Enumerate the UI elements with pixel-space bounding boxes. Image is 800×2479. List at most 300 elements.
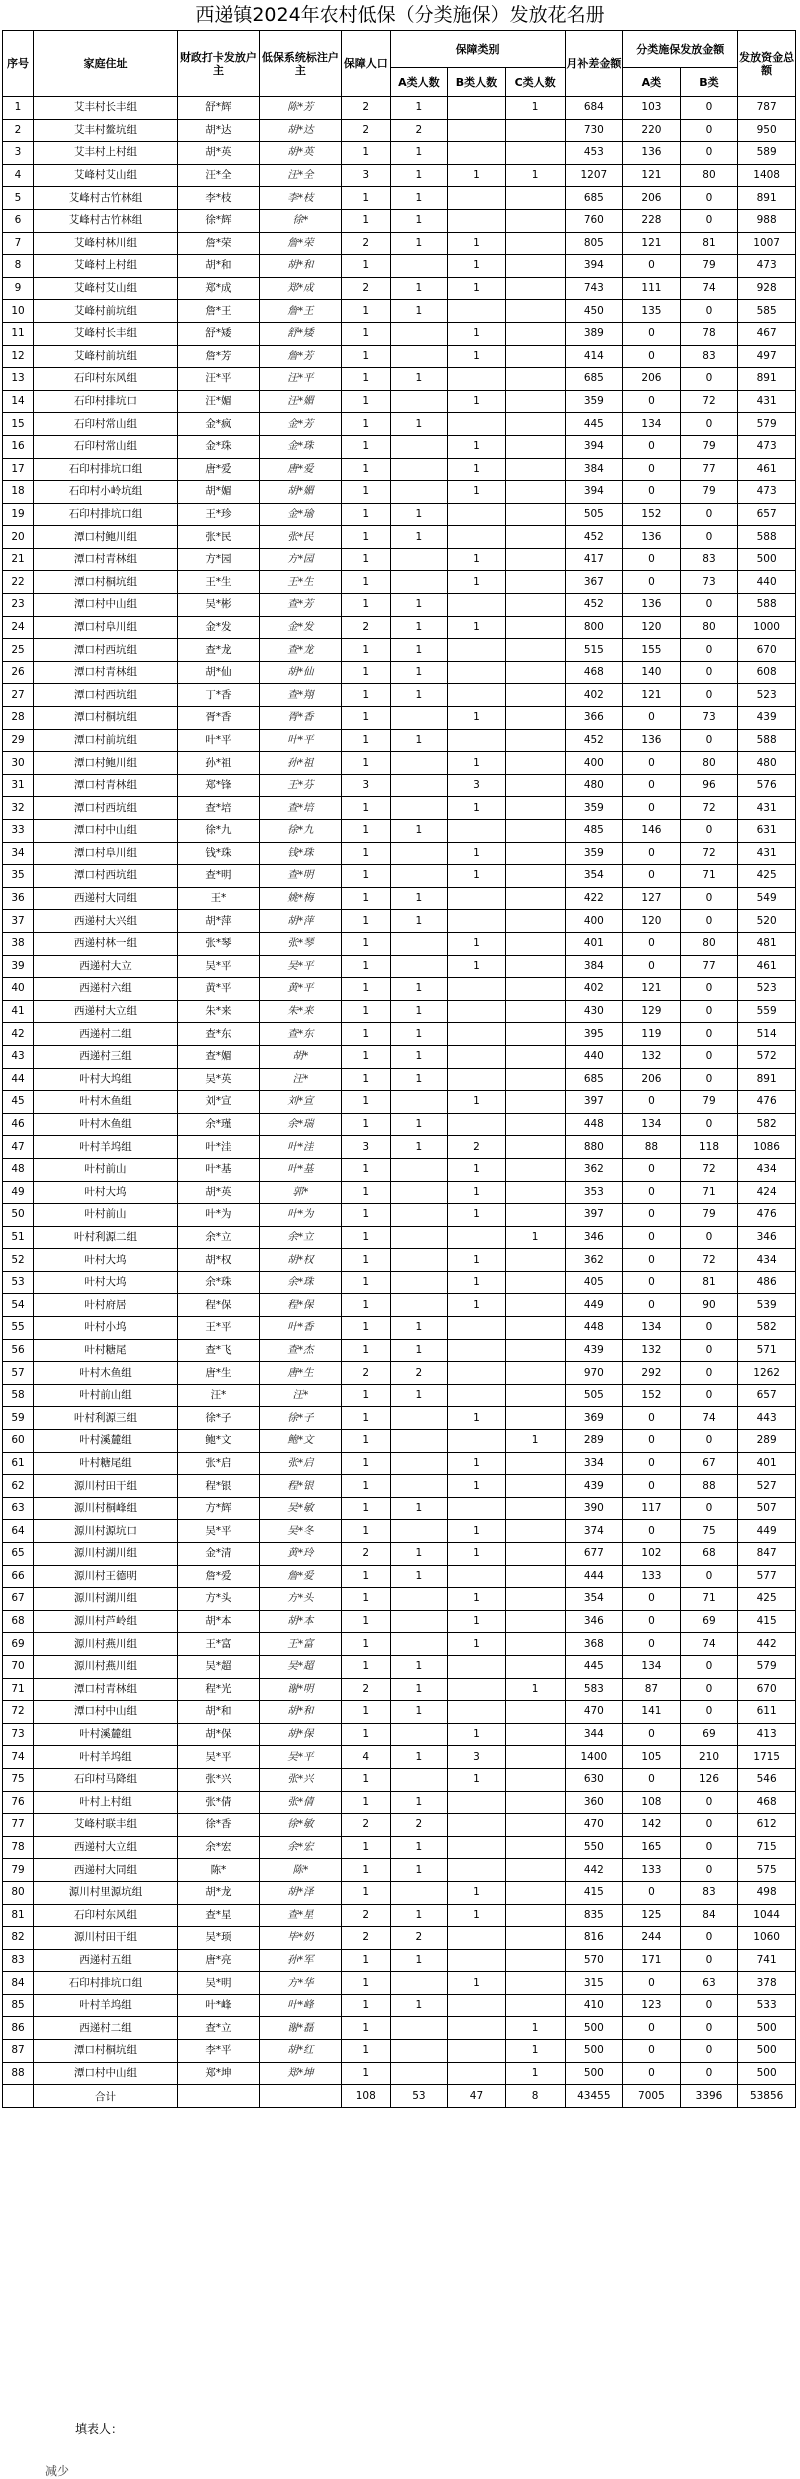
- cell-b-amount: 80: [680, 752, 738, 775]
- cell-b-count: 1: [448, 1972, 506, 1995]
- cell-a-count: 1: [390, 300, 448, 323]
- cell-b-count: [448, 1655, 506, 1678]
- cell-b-amount: 72: [680, 797, 738, 820]
- cell-monthly-diff: 835: [565, 1904, 623, 1927]
- cell-card-holder: 金*发: [177, 616, 259, 639]
- cell-seq: 73: [3, 1723, 34, 1746]
- cell-c-count: [505, 1588, 565, 1611]
- cell-total-amount: 514: [738, 1023, 796, 1046]
- table-row: [3, 1136, 796, 1159]
- table-row: [3, 1994, 796, 2017]
- cell-system-holder: 舒*矮: [259, 322, 341, 345]
- cell-a-amount: 125: [623, 1904, 681, 1927]
- cell-population: 1: [341, 548, 390, 571]
- cell-c-count: [505, 1113, 565, 1136]
- cell-a-count: 1: [390, 1565, 448, 1588]
- cell-b-count: 1: [448, 435, 506, 458]
- cell-a-amount: 142: [623, 1814, 681, 1837]
- cell-total-amount: 476: [738, 1091, 796, 1114]
- cell-monthly-diff: 395: [565, 1023, 623, 1046]
- cell-b-count: [448, 300, 506, 323]
- cell-b-count: 1: [448, 1271, 506, 1294]
- cell-b-count: 1: [448, 390, 506, 413]
- cell-population: 1: [341, 1565, 390, 1588]
- cell-monthly-diff: 430: [565, 1000, 623, 1023]
- cell-a-count: [390, 345, 448, 368]
- cell-card-holder: 程*银: [177, 1475, 259, 1498]
- cell-b-count: [448, 1565, 506, 1588]
- cell-a-count: 1: [390, 910, 448, 933]
- table-row: [3, 548, 796, 571]
- cell-a-count: [390, 1407, 448, 1430]
- table-body: [3, 97, 796, 2085]
- cell-system-holder: 胡*媚: [259, 481, 341, 504]
- cell-system-holder: 胥*香: [259, 707, 341, 730]
- cell-card-holder: 查*媚: [177, 1045, 259, 1068]
- allowance-table: [2, 30, 796, 2108]
- table-row: [3, 616, 796, 639]
- cell-total-amount: 520: [738, 910, 796, 933]
- cell-a-count: [390, 458, 448, 481]
- cell-b-amount: 88: [680, 1475, 738, 1498]
- cell-seq: 56: [3, 1339, 34, 1362]
- cell-seq: 9: [3, 277, 34, 300]
- cell-seq: 48: [3, 1158, 34, 1181]
- cell-a-amount: 133: [623, 1565, 681, 1588]
- col-header-system-holder: 低保系统标注户主: [259, 31, 341, 97]
- cell-b-amount: 0: [680, 978, 738, 1001]
- cell-population: 1: [341, 1701, 390, 1724]
- cell-address: 潭口村鲍川组: [34, 526, 178, 549]
- cell-monthly-diff: 402: [565, 684, 623, 707]
- cell-c-count: [505, 1610, 565, 1633]
- cell-a-count: 1: [390, 277, 448, 300]
- cell-b-amount: 0: [680, 820, 738, 843]
- cell-address: 潭口村西坑组: [34, 684, 178, 707]
- table-row: [3, 865, 796, 888]
- cell-card-holder: 余*珠: [177, 1271, 259, 1294]
- cell-seq: 84: [3, 1972, 34, 1995]
- cell-seq: 51: [3, 1226, 34, 1249]
- cell-address: 西递村六组: [34, 978, 178, 1001]
- cell-a-count: [390, 481, 448, 504]
- cell-total-amount: 443: [738, 1407, 796, 1430]
- table-row: [3, 661, 796, 684]
- table-row: [3, 2062, 796, 2085]
- cell-system-holder: 黄*平: [259, 978, 341, 1001]
- cell-total-amount: 1000: [738, 616, 796, 639]
- cell-b-amount: 0: [680, 910, 738, 933]
- cell-total-amount: 425: [738, 865, 796, 888]
- cell-b-count: [448, 2017, 506, 2040]
- cell-a-amount: 0: [623, 865, 681, 888]
- cell-system-holder: 徐*敏: [259, 1814, 341, 1837]
- cell-b-amount: 0: [680, 1791, 738, 1814]
- cell-card-holder: 胡*萍: [177, 910, 259, 933]
- cell-system-holder: 程*保: [259, 1294, 341, 1317]
- cell-c-count: [505, 142, 565, 165]
- cell-system-holder: 汪*平: [259, 368, 341, 391]
- cell-population: 1: [341, 729, 390, 752]
- cell-population: 1: [341, 503, 390, 526]
- cell-a-count: [390, 1723, 448, 1746]
- cell-seq: 19: [3, 503, 34, 526]
- cell-population: 1: [341, 1317, 390, 1340]
- cell-seq: 65: [3, 1543, 34, 1566]
- cell-seq: 36: [3, 887, 34, 910]
- table-row: [3, 752, 796, 775]
- cell-monthly-diff: 970: [565, 1362, 623, 1385]
- cell-population: 1: [341, 1384, 390, 1407]
- cell-card-holder: 叶*平: [177, 729, 259, 752]
- cell-b-count: [448, 684, 506, 707]
- cell-a-amount: 120: [623, 616, 681, 639]
- cell-address: 源川村燕川组: [34, 1655, 178, 1678]
- cell-a-amount: 0: [623, 571, 681, 594]
- cell-card-holder: 吴*平: [177, 955, 259, 978]
- cell-c-count: [505, 1068, 565, 1091]
- cell-b-amount: 80: [680, 932, 738, 955]
- table-row: [3, 232, 796, 255]
- cell-b-amount: 0: [680, 2017, 738, 2040]
- cell-system-holder: 郑*坤: [259, 2062, 341, 2085]
- cell-total-amount: 461: [738, 955, 796, 978]
- cell-population: 2: [341, 1678, 390, 1701]
- cell-monthly-diff: 400: [565, 910, 623, 933]
- cell-b-count: 1: [448, 1543, 506, 1566]
- cell-monthly-diff: 743: [565, 277, 623, 300]
- cell-a-amount: 141: [623, 1701, 681, 1724]
- cell-population: 1: [341, 684, 390, 707]
- cell-system-holder: 查*龙: [259, 639, 341, 662]
- cell-monthly-diff: 677: [565, 1543, 623, 1566]
- cell-card-holder: 郑*成: [177, 277, 259, 300]
- cell-b-count: 1: [448, 1904, 506, 1927]
- cell-total-amount: 440: [738, 571, 796, 594]
- cell-a-count: 1: [390, 368, 448, 391]
- cell-a-count: [390, 707, 448, 730]
- cell-system-holder: 唐*生: [259, 1362, 341, 1385]
- cell-address: 艾峰村艾山组: [34, 164, 178, 187]
- cell-population: 1: [341, 1972, 390, 1995]
- cell-c-count: [505, 1994, 565, 2017]
- table-row: [3, 300, 796, 323]
- cell-a-count: 1: [390, 1113, 448, 1136]
- cell-monthly-diff: 362: [565, 1249, 623, 1272]
- table-row: [3, 119, 796, 142]
- cell-total-amount: 289: [738, 1430, 796, 1453]
- cell-system-holder: 徐*: [259, 209, 341, 232]
- cell-b-amount: 74: [680, 277, 738, 300]
- cell-b-amount: 67: [680, 1452, 738, 1475]
- table-row: [3, 1384, 796, 1407]
- cell-a-count: 1: [390, 1045, 448, 1068]
- cell-monthly-diff: 354: [565, 1588, 623, 1611]
- cell-population: 1: [341, 1181, 390, 1204]
- cell-system-holder: 吴*平: [259, 955, 341, 978]
- cell-card-holder: 唐*亮: [177, 1949, 259, 1972]
- cell-b-count: [448, 526, 506, 549]
- cell-system-holder: 吴*冬: [259, 1520, 341, 1543]
- cell-card-holder: 胡*和: [177, 1701, 259, 1724]
- cell-seq: 20: [3, 526, 34, 549]
- total-b-count: 47: [448, 2085, 506, 2108]
- table-row: [3, 368, 796, 391]
- cell-total-amount: 1060: [738, 1927, 796, 1950]
- cell-seq: 34: [3, 842, 34, 865]
- cell-system-holder: 黄*玲: [259, 1543, 341, 1566]
- cell-total-amount: 588: [738, 729, 796, 752]
- cell-address: 叶村前山: [34, 1158, 178, 1181]
- cell-seq: 86: [3, 2017, 34, 2040]
- cell-system-holder: 王*生: [259, 571, 341, 594]
- cell-total-amount: 988: [738, 209, 796, 232]
- cell-total-amount: 431: [738, 842, 796, 865]
- cell-address: 潭口村前坑组: [34, 729, 178, 752]
- cell-b-count: [448, 978, 506, 1001]
- table-row: [3, 413, 796, 436]
- cell-monthly-diff: 440: [565, 1045, 623, 1068]
- cell-c-count: 1: [505, 2062, 565, 2085]
- cell-monthly-diff: 505: [565, 1384, 623, 1407]
- col-header-c-count: C类人数: [505, 68, 565, 97]
- cell-card-holder: 余*宏: [177, 1836, 259, 1859]
- cell-monthly-diff: 468: [565, 661, 623, 684]
- cell-b-amount: 73: [680, 707, 738, 730]
- cell-b-count: 1: [448, 277, 506, 300]
- cell-monthly-diff: 394: [565, 435, 623, 458]
- col-header-address: 家庭住址: [34, 31, 178, 97]
- cell-a-amount: 152: [623, 1384, 681, 1407]
- cell-total-amount: 461: [738, 458, 796, 481]
- cell-address: 石印村排坑口组: [34, 1972, 178, 1995]
- table-row: [3, 684, 796, 707]
- cell-card-holder: 吴*顼: [177, 1927, 259, 1950]
- cell-seq: 50: [3, 1204, 34, 1227]
- cell-population: 1: [341, 797, 390, 820]
- cell-c-count: [505, 1091, 565, 1114]
- cell-monthly-diff: 685: [565, 187, 623, 210]
- cell-a-amount: 171: [623, 1949, 681, 1972]
- cell-b-count: [448, 1317, 506, 1340]
- cell-monthly-diff: 390: [565, 1497, 623, 1520]
- cell-system-holder: 金*瑜: [259, 503, 341, 526]
- cell-system-holder: 余*瑞: [259, 1113, 341, 1136]
- table-row: [3, 1407, 796, 1430]
- cell-b-count: 1: [448, 1091, 506, 1114]
- cell-b-count: 1: [448, 1452, 506, 1475]
- cell-seq: 69: [3, 1633, 34, 1656]
- cell-address: 叶村前山: [34, 1204, 178, 1227]
- cell-card-holder: 丁*香: [177, 684, 259, 707]
- cell-total-amount: 500: [738, 2062, 796, 2085]
- cell-a-count: 2: [390, 1814, 448, 1837]
- cell-b-amount: 79: [680, 481, 738, 504]
- cell-seq: 42: [3, 1023, 34, 1046]
- cell-population: 1: [341, 865, 390, 888]
- cell-monthly-diff: 500: [565, 2062, 623, 2085]
- cell-seq: 27: [3, 684, 34, 707]
- total-b-amount: 3396: [680, 2085, 738, 2108]
- cell-b-count: [448, 1430, 506, 1453]
- table-row: [3, 1701, 796, 1724]
- cell-c-count: [505, 209, 565, 232]
- col-header-monthly-diff: 月补差金额: [565, 31, 623, 97]
- cell-a-count: 1: [390, 1904, 448, 1927]
- table-row: [3, 1927, 796, 1950]
- cell-seq: 2: [3, 119, 34, 142]
- cell-b-amount: 75: [680, 1520, 738, 1543]
- cell-a-amount: 0: [623, 1588, 681, 1611]
- cell-population: 2: [341, 1814, 390, 1837]
- cell-b-count: 1: [448, 1407, 506, 1430]
- cell-population: 1: [341, 594, 390, 617]
- cell-total-amount: 588: [738, 594, 796, 617]
- cell-address: 西递村二组: [34, 1023, 178, 1046]
- cell-monthly-diff: 359: [565, 797, 623, 820]
- cell-seq: 46: [3, 1113, 34, 1136]
- cell-address: 潭口村桐坑组: [34, 2040, 178, 2063]
- cell-seq: 82: [3, 1927, 34, 1950]
- cell-card-holder: 金*清: [177, 1543, 259, 1566]
- cell-population: 1: [341, 1836, 390, 1859]
- cell-system-holder: 张*倩: [259, 1791, 341, 1814]
- cell-c-count: [505, 1204, 565, 1227]
- cell-seq: 58: [3, 1384, 34, 1407]
- table-row: [3, 887, 796, 910]
- cell-population: 1: [341, 2017, 390, 2040]
- cell-address: 艾丰村鳌坑组: [34, 119, 178, 142]
- cell-address: 西递村大同组: [34, 1859, 178, 1882]
- cell-b-amount: 68: [680, 1543, 738, 1566]
- cell-total-amount: 1408: [738, 164, 796, 187]
- cell-a-amount: 140: [623, 661, 681, 684]
- cell-card-holder: 徐*九: [177, 820, 259, 843]
- cell-seq: 38: [3, 932, 34, 955]
- cell-population: 1: [341, 887, 390, 910]
- cell-card-holder: 张*民: [177, 526, 259, 549]
- cell-c-count: [505, 1543, 565, 1566]
- col-header-card-holder: 财政打卡发放户主: [177, 31, 259, 97]
- table-row: [3, 1204, 796, 1227]
- cell-seq: 13: [3, 368, 34, 391]
- cell-card-holder: 徐*辉: [177, 209, 259, 232]
- cell-a-count: [390, 2062, 448, 2085]
- cell-population: 1: [341, 1113, 390, 1136]
- cell-population: 1: [341, 2040, 390, 2063]
- cell-system-holder: 王*芬: [259, 774, 341, 797]
- cell-seq: 53: [3, 1271, 34, 1294]
- cell-card-holder: 舒*辉: [177, 97, 259, 120]
- cell-b-count: [448, 97, 506, 120]
- cell-c-count: [505, 1317, 565, 1340]
- cell-seq: 75: [3, 1768, 34, 1791]
- cell-a-amount: 121: [623, 164, 681, 187]
- table-row: [3, 1158, 796, 1181]
- cell-monthly-diff: 354: [565, 865, 623, 888]
- cell-b-count: [448, 119, 506, 142]
- cell-b-amount: 79: [680, 255, 738, 278]
- cell-population: 1: [341, 1633, 390, 1656]
- cell-seq: 21: [3, 548, 34, 571]
- cell-address: 叶村前山组: [34, 1384, 178, 1407]
- cell-monthly-diff: 480: [565, 774, 623, 797]
- cell-population: 1: [341, 1655, 390, 1678]
- cell-a-amount: 0: [623, 255, 681, 278]
- cell-total-amount: 481: [738, 932, 796, 955]
- cell-total-amount: 425: [738, 1588, 796, 1611]
- cell-monthly-diff: 630: [565, 1768, 623, 1791]
- cell-b-count: [448, 2040, 506, 2063]
- cell-b-count: [448, 1339, 506, 1362]
- cell-system-holder: 胡*英: [259, 142, 341, 165]
- cell-system-holder: 张*启: [259, 1452, 341, 1475]
- cell-card-holder: 黄*平: [177, 978, 259, 1001]
- cell-population: 1: [341, 390, 390, 413]
- cell-total-amount: 559: [738, 1000, 796, 1023]
- cell-population: 1: [341, 1994, 390, 2017]
- cell-population: 1: [341, 1204, 390, 1227]
- cell-b-amount: 69: [680, 1723, 738, 1746]
- cell-total-amount: 473: [738, 435, 796, 458]
- cell-system-holder: 汪*全: [259, 164, 341, 187]
- cell-seq: 18: [3, 481, 34, 504]
- cell-address: 艾峰村艾山组: [34, 277, 178, 300]
- cell-population: 1: [341, 300, 390, 323]
- cell-c-count: [505, 594, 565, 617]
- table-row: [3, 345, 796, 368]
- cell-card-holder: 张*启: [177, 1452, 259, 1475]
- cell-seq: 62: [3, 1475, 34, 1498]
- cell-seq: 47: [3, 1136, 34, 1159]
- cell-c-count: 1: [505, 1226, 565, 1249]
- table-row: [3, 526, 796, 549]
- table-row: [3, 842, 796, 865]
- cell-address: 潭口村西坑组: [34, 865, 178, 888]
- cell-seq: 67: [3, 1588, 34, 1611]
- cell-b-count: 1: [448, 955, 506, 978]
- cell-address: 叶村大坞组: [34, 1068, 178, 1091]
- cell-system-holder: 胡*泽: [259, 1881, 341, 1904]
- cell-address: 叶村大坞: [34, 1249, 178, 1272]
- cell-c-count: [505, 1452, 565, 1475]
- table-row: [3, 1362, 796, 1385]
- cell-a-count: 1: [390, 164, 448, 187]
- cell-address: 潭口村中山组: [34, 820, 178, 843]
- cell-address: 艾峰村联丰组: [34, 1814, 178, 1837]
- cell-total-amount: 891: [738, 1068, 796, 1091]
- cell-a-count: 1: [390, 661, 448, 684]
- table-row: [3, 2040, 796, 2063]
- cell-b-amount: 72: [680, 390, 738, 413]
- cell-system-holder: 查*东: [259, 1023, 341, 1046]
- cell-card-holder: 唐*爱: [177, 458, 259, 481]
- cell-b-amount: 0: [680, 1362, 738, 1385]
- cell-b-amount: 73: [680, 571, 738, 594]
- cell-card-holder: 金*珠: [177, 435, 259, 458]
- cell-seq: 72: [3, 1701, 34, 1724]
- cell-address: 石印村东风组: [34, 368, 178, 391]
- cell-a-amount: 88: [623, 1136, 681, 1159]
- cell-card-holder: 王*富: [177, 1633, 259, 1656]
- cell-b-count: [448, 1068, 506, 1091]
- cell-total-amount: 497: [738, 345, 796, 368]
- cell-total-amount: 431: [738, 797, 796, 820]
- cell-population: 2: [341, 1543, 390, 1566]
- cell-a-count: [390, 865, 448, 888]
- cell-monthly-diff: 389: [565, 322, 623, 345]
- cell-address: 石印村排坑口组: [34, 458, 178, 481]
